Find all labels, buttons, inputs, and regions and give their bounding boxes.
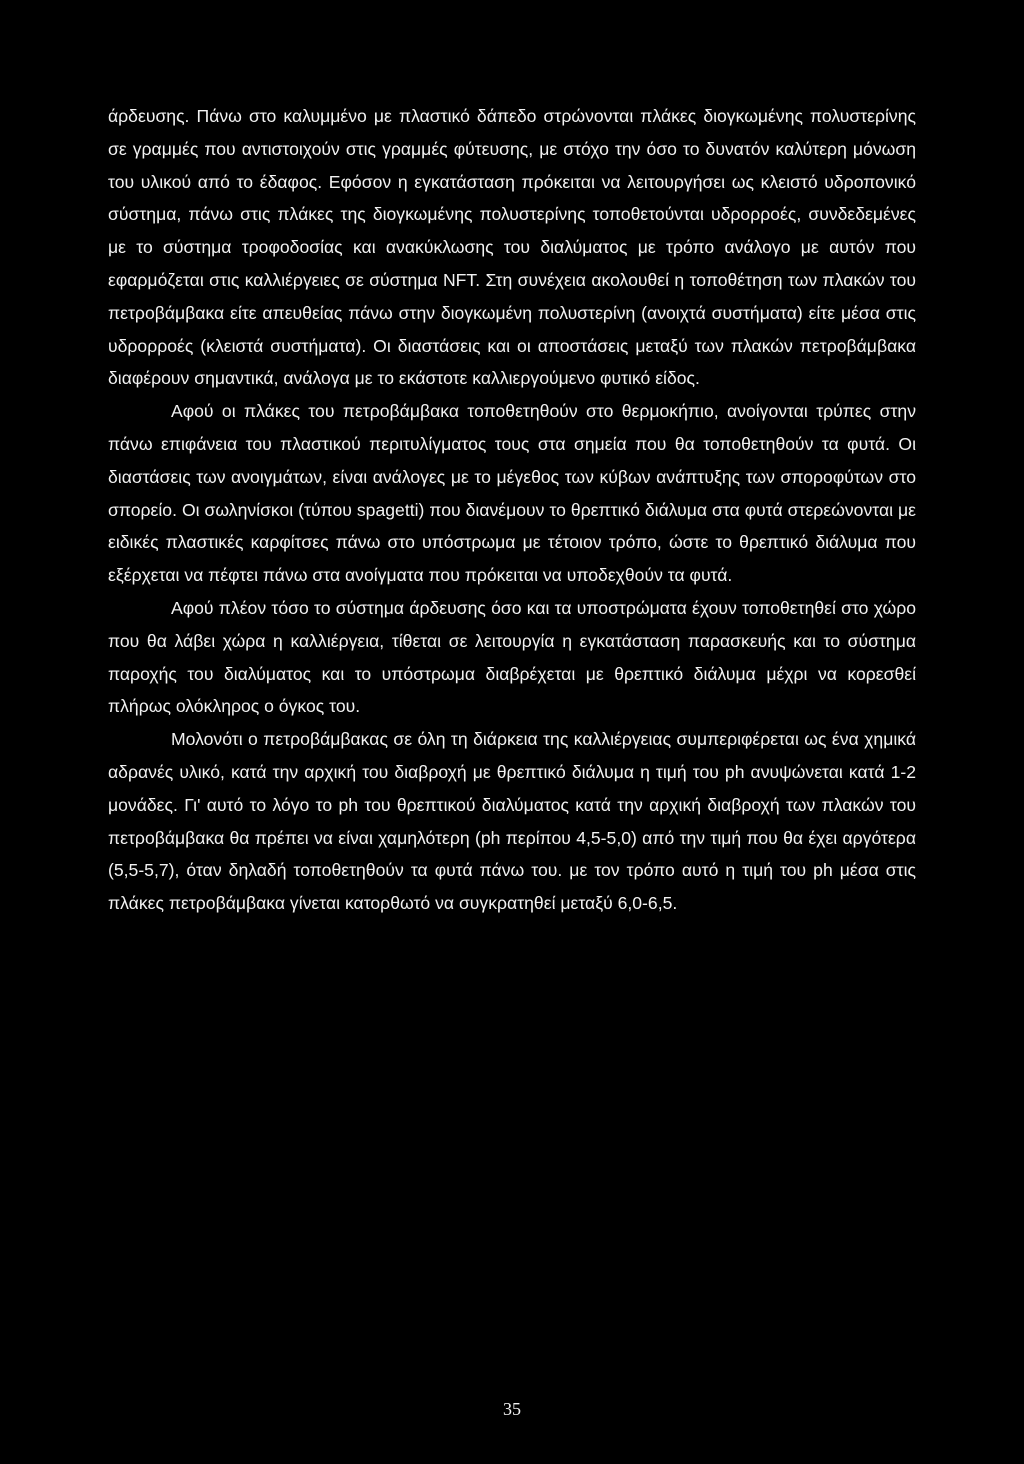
paragraph-1: άρδευσης. Πάνω στο καλυμμένο με πλαστικό δάπεδο στρώνονται πλάκες διογκωμένης πολυστερίνης σε γραμμές που αντιστοιχούν στις γραμμές φύτευσης, με στόχο την όσο το δυνατόν καλύτερη μόνωση του υλικού από το έδαφος. Εφόσον η εγκατάσταση πρόκειται να λειτουργήσει ως κλειστό υδροπονικό σύστημα, πάνω στις πλάκες της διογκωμένης πολυστερίνης τοποθετούνται υδρορροές, συνδεδεμένες με το σύστημα τροφοδοσίας και ανακύκλωσης του διαλύματος με τρόπο ανάλογο με αυτόν που εφαρμόζεται στις καλλιέργειες σε σύστημα NFT. Στη συνέχεια ακολουθεί η τοποθέτηση των πλακών του πετροβάμβακα είτε απευθείας πάνω στην διογκωμένη πολυστερίνη (ανοιχτά συστήματα) είτε μέσα στις υδρορροές (κλειστά συστήματα). Οι διαστάσεις και οι αποστάσεις μεταξύ των πλακών πετροβάμβακα διαφέρουν σημαντικά, ανάλογα με το εκάστοτε καλλιεργούμενο φυτικό είδος. — [108, 106, 916, 389]
paragraph-4: Μολονότι ο πετροβάμβακας σε όλη τη διάρκεια της καλλιέργειας συμπεριφέρεται ως ένα χημικά αδρανές υλικό, κατά την αρχική του διαβροχή με θρεπτικό διάλυμα η τιμή του ph ανυψώνεται κατά 1-2 μονάδες. Γι' αυτό το λόγο το ph του θρεπτικού διαλύματος κατά την αρχική διαβροχή των πλακών του πετροβάμβακα θα πρέπει να είναι χαμηλότερη (ph περίπου 4,5-5,0) από την τιμή που θα έχει αργότερα (5,5-5,7), όταν δηλαδή τοποθετηθούν τα φυτά πάνω του. με τον τρόπο αυτό η τιμή του ph μέσα στις πλάκες πετροβάμβακα γίνεται κατορθωτό να συγκρατηθεί μεταξύ 6,0-6,5. — [108, 729, 916, 914]
paragraph-2: Αφού οι πλάκες του πετροβάμβακα τοποθετηθούν στο θερμοκήπιο, ανοίγονται τρύπες στην πάνω επιφάνεια του πλαστικού περιτυλίγματος τους στα σημεία που θα τοποθετηθούν τα φυτά. Οι διαστάσεις των ανοιγμάτων, είναι ανάλογες με το μέγεθος των κύβων ανάπτυξης των σποροφύτων στο σπορείο. Οι σωληνίσκοι (τύπου spagetti) που διανέμουν το θρεπτικό διάλυμα στα φυτά στερεώνονται με ειδικές πλαστικές καρφίτσες πάνω στο υπόστρωμα με τέτοιον τρόπο, ώστε το θρεπτικό διάλυμα που εξέρχεται να πέφτει πάνω στα ανοίγματα που πρόκειται να υποδεχθούν τα φυτά. — [108, 401, 916, 586]
body-text — [108, 100, 916, 920]
page-number: 35 — [503, 1399, 521, 1419]
paragraph-3: Αφού πλέον τόσο το σύστημα άρδευσης όσο και τα υποστρώματα έχουν τοποθετηθεί στο χώρο που θα λάβει χώρα η καλλιέργεια, τίθεται σε λειτουργία η εγκατάσταση παρασκευής και το σύστημα παροχής του διαλύματος και το υπόστρωμα διαβρέχεται με θρεπτικό διάλυμα μέχρι να κορεσθεί πλήρως ολόκληρος ο όγκος του. — [108, 597, 916, 717]
